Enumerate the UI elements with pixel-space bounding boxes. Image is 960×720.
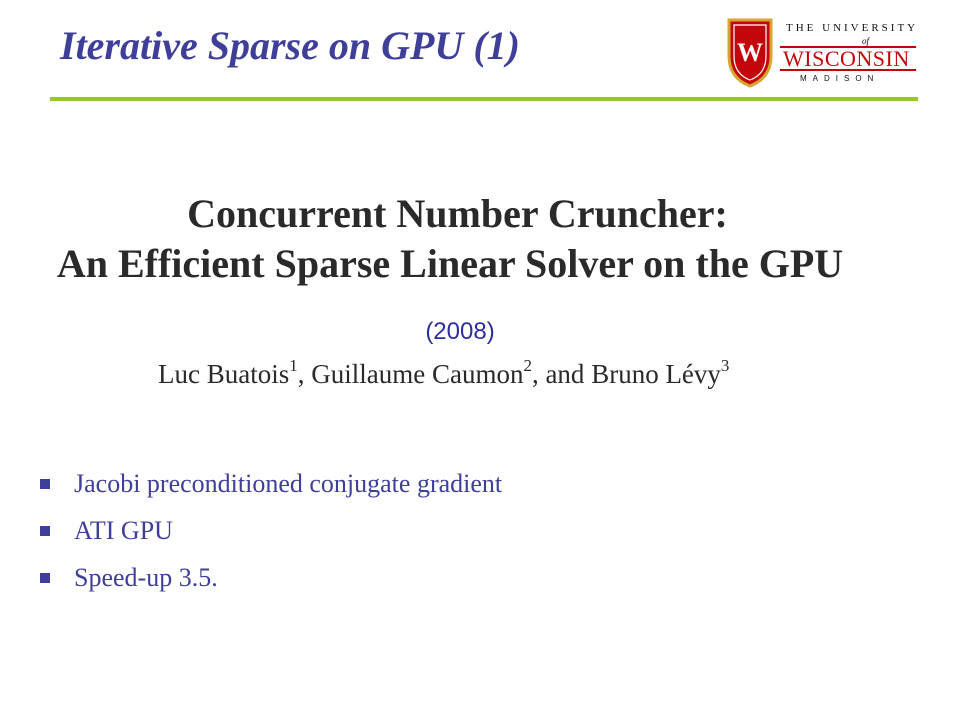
author-affiliation: 2 — [523, 356, 532, 375]
paper-authors — [158, 358, 729, 390]
author-affiliation: 3 — [720, 356, 730, 375]
uw-crest-icon — [725, 16, 775, 88]
author-name: Guillaume Caumon — [311, 359, 524, 389]
bullet-list — [40, 460, 502, 601]
list-item — [40, 460, 502, 507]
logo-of: of — [862, 36, 870, 46]
logo-bottom-line: MADISON — [800, 74, 880, 83]
logo-name: WISCONSIN — [783, 46, 910, 71]
paper-year: (2008) — [425, 318, 495, 345]
university-logo — [725, 16, 920, 88]
author-separator: , and — [531, 359, 592, 389]
list-item — [40, 507, 502, 554]
square-bullet-icon — [40, 573, 50, 583]
author-separator: , — [297, 359, 312, 389]
bullet-text: Speed-up 3.5. — [74, 562, 218, 592]
square-bullet-icon — [40, 526, 50, 536]
list-item — [40, 554, 502, 601]
author-name: Luc Buatois — [158, 359, 290, 389]
paper-title-line-1: Concurrent Number Cruncher: — [187, 191, 728, 236]
square-bullet-icon — [40, 479, 50, 489]
bullet-text: ATI GPU — [74, 515, 173, 545]
author-name: Bruno Lévy — [591, 359, 721, 389]
bullet-text: Jacobi preconditioned conjugate gradient — [74, 468, 503, 498]
paper-title-line-2: An Efficient Sparse Linear Solver on the GPU — [56, 241, 844, 286]
crest-letter: W — [737, 38, 763, 67]
author-affiliation: 1 — [289, 356, 298, 375]
title-underline — [50, 97, 918, 101]
slide-title: Iterative Sparse on GPU (1) — [60, 23, 520, 68]
logo-top-line: THE UNIVERSITY — [786, 22, 919, 34]
